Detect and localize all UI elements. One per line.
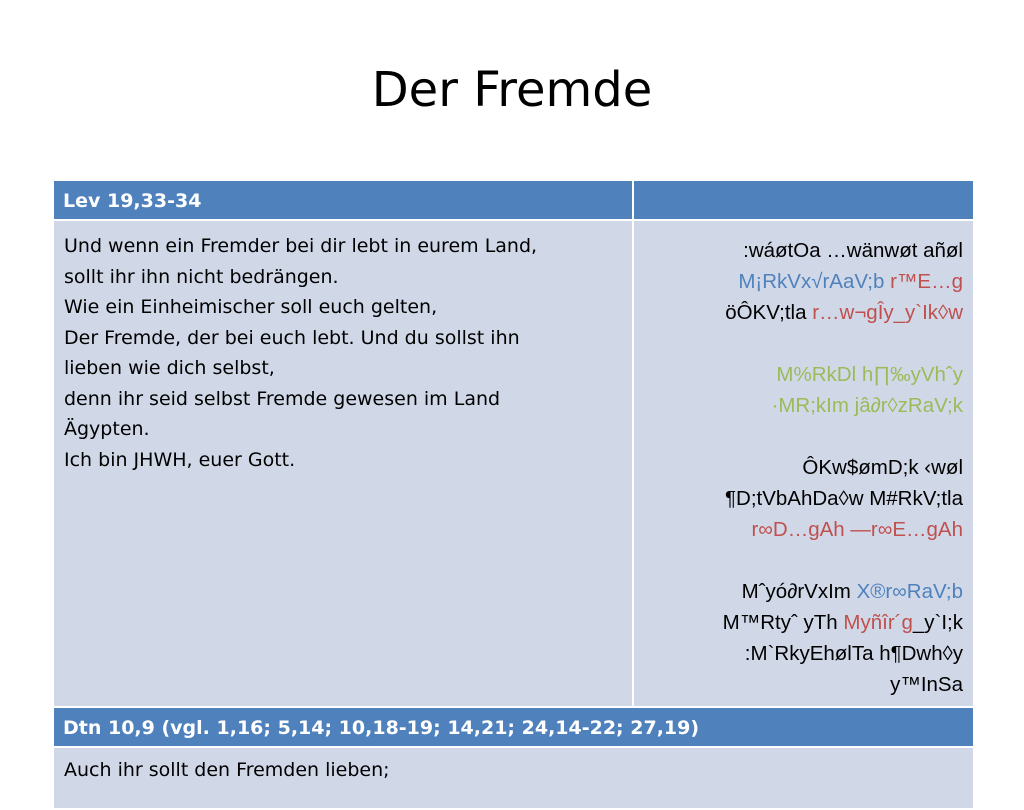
- german-translation-cell: [53, 220, 633, 707]
- hebrew-line: [640, 235, 963, 266]
- header-cell-empty: [633, 180, 974, 220]
- hebrew-text: [634, 221, 973, 706]
- hebrew-segment: M™Rtyˆ yTh: [722, 611, 844, 634]
- german-line: lieben wie dich selbst,: [64, 357, 275, 379]
- header-cell-reference: [53, 180, 633, 220]
- hebrew-line: [640, 638, 963, 669]
- hebrew-line: [640, 452, 963, 483]
- hebrew-text-cell: [633, 220, 974, 707]
- german-line: sollt ihr ihn nicht bedrängen.: [64, 265, 339, 288]
- hebrew-segment: ÔKw$ømD;k ‹wøl: [802, 456, 963, 479]
- german-line: denn ihr seid selbst Fremde gewesen im Land: [64, 387, 501, 410]
- hebrew-segment: :M`RkyEhølTa h¶Dwh◊y: [744, 642, 963, 665]
- hebrew-line: [640, 514, 963, 545]
- hebrew-segment: r™E…g: [884, 270, 963, 293]
- german-translation-text: [54, 221, 632, 485]
- hebrew-segment: M¡RkVx√rAaV;b: [738, 270, 885, 293]
- text-comparison-table: [52, 179, 975, 810]
- hebrew-segment: Mˆyó∂rVxIm: [741, 580, 857, 603]
- verse-gap: [640, 545, 963, 576]
- hebrew-segment: ·MR;kIm jâ∂r◊zRaV;k: [771, 394, 963, 417]
- hebrew-line: [640, 297, 963, 328]
- german-line: Ich bin JHWH, euer Gott.: [64, 448, 296, 471]
- body-row-lev: [53, 220, 974, 707]
- hebrew-segment: r…w¬gÎy_y`Ik◊w: [812, 301, 963, 324]
- body-row-dtn: [53, 747, 974, 809]
- hebrew-line: [640, 483, 963, 514]
- hebrew-segment: X®r∞RaV;b: [856, 580, 963, 603]
- hebrew-segment: Myñîr´g: [843, 611, 913, 634]
- hebrew-segment: y™InSa: [890, 673, 963, 696]
- verse-gap: [640, 328, 963, 359]
- header-reference-label: Lev 19,33-34: [63, 190, 202, 212]
- header-cell-dtn: [53, 707, 974, 747]
- hebrew-line: [640, 669, 963, 700]
- hebrew-line: [640, 266, 963, 297]
- hebrew-line: [640, 607, 963, 638]
- hebrew-segment: :wáøtOa …wänwøt añøl: [743, 239, 963, 262]
- hebrew-line: [640, 576, 963, 607]
- header-row-dtn: [53, 707, 974, 747]
- hebrew-line: [640, 390, 963, 421]
- hebrew-segment: _y`I;k: [912, 611, 963, 634]
- header-dtn-label: Dtn 10,9 (vgl. 1,16; 5,14; 10,18-19; 14,21; 24,14-22; 27,19): [63, 717, 700, 739]
- hebrew-segment: öÔKV;tla: [725, 301, 813, 324]
- header-row-lev: [53, 180, 974, 220]
- german-line: Wie ein Einheimischer soll euch gelten,: [64, 296, 438, 318]
- slide-title: Der Fremde: [371, 62, 653, 118]
- verse-gap: [640, 421, 963, 452]
- hebrew-line: [640, 359, 963, 390]
- hebrew-segment: ¶D;tVbAhDa◊w M#RkV;tla: [725, 487, 963, 510]
- german-line: Ägypten.: [64, 418, 150, 440]
- dtn-text-cell: [53, 747, 974, 809]
- hebrew-segment: M%RkDl h∏‰yVhˆy: [776, 363, 963, 386]
- hebrew-segment: r∞D…gAh —r∞E…gAh: [751, 518, 963, 541]
- dtn-text: Auch ihr sollt den Fremden lieben;: [64, 759, 390, 781]
- german-line: Und wenn ein Fremder bei dir lebt in eurem Land,: [64, 235, 538, 257]
- german-line: Der Fremde, der bei euch lebt. Und du sollst ihn: [64, 326, 520, 349]
